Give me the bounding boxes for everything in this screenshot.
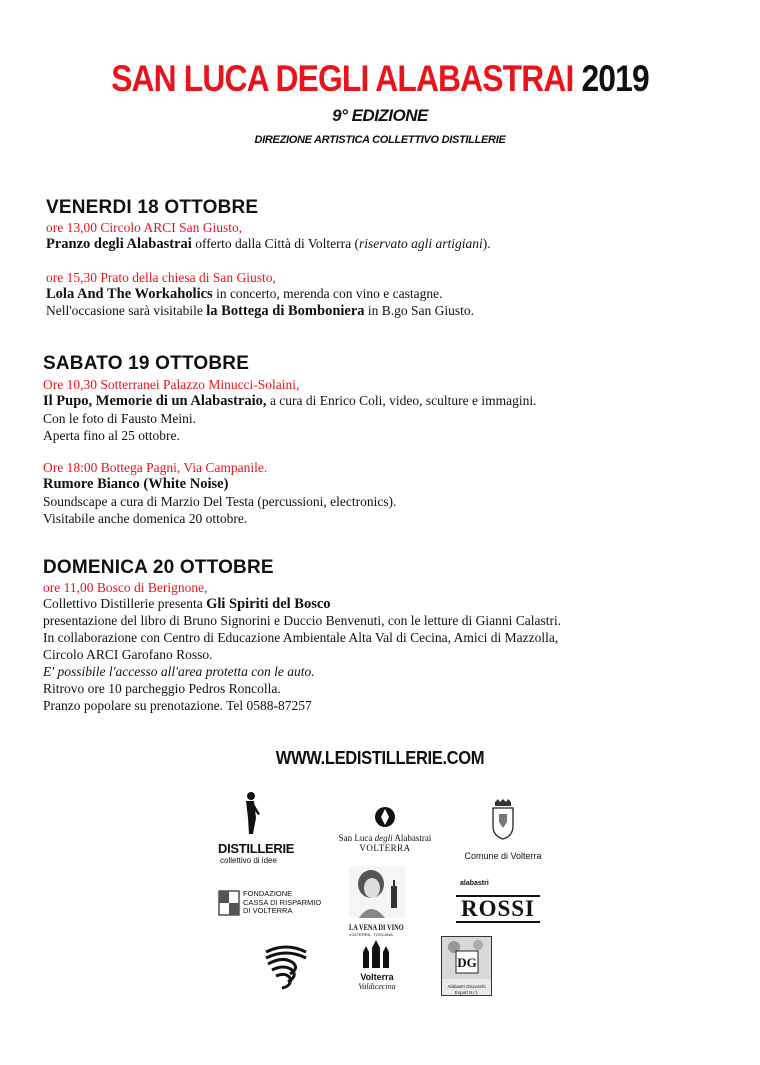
distillerie-figure-icon — [218, 788, 298, 836]
svg-text:DG: DG — [457, 955, 477, 970]
comune-text: Comune di Volterra — [464, 851, 542, 861]
title-year: 2019 — [581, 58, 649, 99]
friday-event2-line2-c: in B.go San Giusto. — [364, 303, 475, 318]
friday-event2-line2 — [46, 303, 474, 319]
sanluca-text-a: San Luca — [338, 833, 375, 843]
valdicecina-text: Valdicecina — [358, 982, 396, 991]
distillerie-name: DISTILLERIE — [218, 841, 295, 856]
alabastri-box-logo — [441, 936, 492, 996]
swirl-logo — [262, 942, 312, 992]
saturday-event2-line2: Soundscape a cura di Marzio Del Testa (percussioni, electronics). — [43, 494, 397, 509]
sanluca-text-b: degli — [374, 833, 393, 843]
saturday-event1-line2: Con le foto di Fausto Meini. — [43, 411, 196, 426]
distillerie-logo — [218, 788, 298, 870]
saturday-event1-name: Il Pupo, Memorie di un Alabastraio, — [43, 393, 267, 409]
sunday-line2: presentazione del libro di Bruno Signorini e Duccio Benvenuti, con le letture di Gianni Calastri. — [43, 613, 562, 628]
fondazione-text — [243, 890, 321, 916]
fondazione-line1: FONDAZIONE — [243, 889, 293, 898]
rossi-logo — [456, 880, 540, 926]
sanluca-text-c: Alabastrai — [392, 833, 432, 843]
vena-portrait-icon — [349, 866, 405, 918]
website-link[interactable]: WWW.LEDISTILLERIE.COM — [275, 748, 485, 768]
rossi-small: alabastri — [460, 880, 489, 887]
alabastri-monogram-icon — [442, 937, 491, 979]
swirl-mark-icon — [262, 942, 310, 992]
comune-crest-icon — [490, 798, 516, 840]
friday-event2-venue: la Bottega di Bomboniera — [206, 303, 365, 319]
comune-logo — [458, 798, 548, 862]
friday-event1-time: ore 13,00 Circolo ARCI San Giusto, — [46, 220, 243, 235]
title-main: SAN LUCA DEGLI ALABASTRAI — [111, 58, 574, 99]
friday-event2-rest: in concerto, merenda con vino e castagne. — [212, 286, 443, 301]
friday-event1-note: riservato agli artigiani — [359, 236, 483, 251]
friday-event1-end: ). — [482, 236, 491, 251]
fondazione-logo — [218, 890, 328, 922]
saturday-event1-line3: Aperta fino al 25 ottobre. — [43, 428, 180, 443]
artistic-direction: DIREZIONE ARTISTICA COLLETTIVO DISTILLERIE — [254, 134, 506, 146]
fondazione-line2: CASSA DI RISPARMIO — [243, 897, 322, 907]
volterra-valdicecina-logo — [352, 940, 402, 996]
saturday-event1-time: Ore 10,30 Sotterranei Palazzo Minucci-Solaini, — [43, 377, 300, 392]
volterra-text: Volterra — [360, 972, 394, 982]
friday-event1-rest: offerto dalla Città di Volterra ( — [191, 236, 360, 251]
sanluca-emblem-icon — [374, 806, 396, 828]
saturday-event2-name: Rumore Bianco (White Noise) — [43, 476, 229, 492]
sanluca-city: VOLTERRA — [359, 843, 411, 853]
vena-title: LA VENA DI VINO — [349, 923, 404, 932]
friday-event2-time: ore 15,30 Prato della chiesa di San Giusto, — [46, 270, 276, 285]
sunday-line5: E' possibile l'accesso all'area protetta con le auto. — [43, 664, 315, 679]
friday-event2-name: Lola And The Workaholics — [46, 286, 213, 302]
vena-di-vino-logo — [349, 866, 405, 938]
fondazione-shield-icon — [218, 890, 240, 916]
saturday-heading: SABATO 19 OTTOBRE — [43, 353, 250, 374]
sanluca-text — [330, 833, 440, 843]
alabastri-sub: Alabastri Discoschi Export S.r.l. — [447, 984, 486, 995]
friday-heading: VENERDI 18 OTTOBRE — [46, 197, 259, 218]
page-title — [53, 58, 707, 100]
volterra-towers-icon — [360, 940, 394, 968]
distillerie-sub: collettivo di idee — [220, 856, 277, 865]
sunday-heading: DOMENICA 20 OTTOBRE — [43, 557, 274, 578]
saturday-event2-line3: Visitabile anche domenica 20 ottobre. — [43, 511, 248, 526]
sunday-event1-time: ore 11,00 Bosco di Berignone, — [43, 580, 208, 595]
sunday-event1-name: Gli Spiriti del Bosco — [206, 596, 331, 612]
sunday-event1-desc — [43, 596, 331, 612]
friday-event2-desc — [46, 286, 442, 302]
saturday-event2-time: Ore 18:00 Bottega Pagni, Via Campanile. — [43, 460, 268, 475]
rossi-big: ROSSI — [456, 895, 540, 923]
sanluca-logo — [330, 806, 440, 856]
fondazione-line3: DI VOLTERRA — [243, 906, 293, 915]
sunday-line6: Ritrovo ore 10 parcheggio Pedros Roncolla. — [43, 681, 281, 696]
friday-event1-desc — [46, 236, 491, 252]
friday-event1-name: Pranzo degli Alabastrai — [46, 236, 192, 252]
friday-event2-line2-a: Nell'occasione sarà visitabile — [46, 303, 207, 318]
edition-label: 9° EDIZIONE — [332, 106, 428, 125]
sunday-line7: Pranzo popolare su prenotazione. Tel 0588-87257 — [43, 698, 312, 713]
sunday-line4: Circolo ARCI Garofano Rosso. — [43, 647, 213, 662]
sunday-line3: In collaborazione con Centro di Educazione Ambientale Alta Val di Cecina, Amici di Mazzolla, — [43, 630, 559, 645]
sunday-event1-pre: Collettivo Distillerie presenta — [43, 596, 207, 611]
saturday-event1-rest: a cura di Enrico Coli, video, sculture e immagini. — [266, 393, 537, 408]
vena-sub: VOLTERRA · TOSCANA — [349, 932, 393, 937]
saturday-event1-desc — [43, 393, 537, 409]
